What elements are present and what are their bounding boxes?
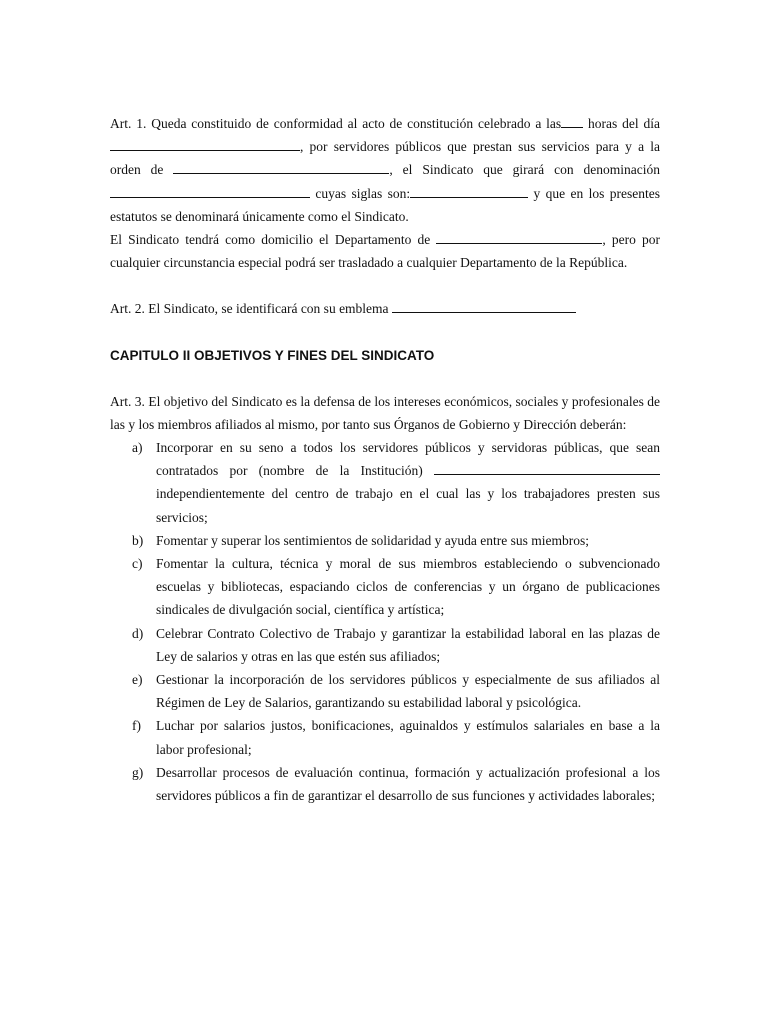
list-item [110, 761, 660, 807]
list-marker: f) [132, 718, 141, 734]
art3-intro: Art. 3. El objetivo del Sindicato es la defensa de los intereses económicos, sociales y profesionales de las y los miembros afiliados al mismo, por tanto sus Órganos de Gobierno y Dirección deberán: [110, 393, 660, 432]
art1-domicile-paragraph [110, 228, 660, 274]
department-blank [436, 229, 602, 244]
list-marker: b) [132, 532, 144, 548]
art1-text-1: Art. 1. Queda constituido de conformidad al acto de constitución celebrado a las [110, 116, 562, 131]
list-marker: e) [132, 672, 143, 688]
acronym-blank [410, 183, 528, 198]
list-marker: g) [132, 764, 144, 780]
art1-text-4: , el Sindicato que girará con denominación [389, 162, 660, 178]
list-marker: c) [132, 556, 143, 572]
chapter-heading: CAPITULO II OBJETIVOS Y FINES DEL SINDICATO [110, 347, 435, 363]
spacer [110, 367, 660, 390]
list-item [110, 622, 660, 668]
employer-blank [173, 159, 389, 174]
spacer [110, 274, 660, 297]
art1-text-3: , por servidores públicos que prestan sus servicios para y a la orden de [110, 139, 660, 178]
domicile-text-1: El Sindicato tendrá como domicilio el Departamento de [110, 232, 437, 248]
art2-text: Art. 2. El Sindicato, se identificará con su emblema [110, 301, 392, 317]
emblem-blank [392, 298, 576, 313]
day-blank [110, 136, 300, 151]
list-item [110, 529, 660, 552]
hour-blank [561, 113, 583, 128]
list-item [110, 668, 660, 714]
institution-blank [434, 460, 660, 475]
art2-paragraph [110, 297, 660, 320]
document-body [110, 112, 660, 807]
list-marker: d) [132, 625, 144, 641]
art1-text-5: cuyas siglas son: [310, 185, 411, 201]
list-item-text: Luchar por salarios justos, bonificaciones, aguinaldos y estímulos salariales en base a la labor profesional; [156, 718, 660, 757]
list-item-text: Gestionar la incorporación de los servidores públicos y especialmente de sus afiliados al Régimen de Ley de Salarios, garantizando su estabilidad laboral y psicológica. [156, 672, 660, 711]
list-item-text: Incorporar en su seno a todos los servidores públicos y servidoras públicas, que sean contratados por (nombre de la Institución) [156, 440, 660, 479]
art1-paragraph [110, 112, 660, 228]
domicile-text-2: , pero por cualquier circunstancia especial podrá ser trasladado a cualquier Departamento de la República. [110, 232, 660, 271]
list-marker: a) [132, 440, 143, 456]
list-item-text: Fomentar la cultura, técnica y moral de sus miembros estableciendo o subvencionado escuelas y bibliotecas, espaciando ciclos de conferencias y un órgano de publicaciones sindicales de divulgación social, científica y artística; [156, 556, 660, 618]
list-item [110, 436, 660, 529]
spacer [110, 321, 660, 344]
list-item [110, 552, 660, 622]
art1-text-6: y que en los presentes estatutos se denominará únicamente como el Sindicato. [110, 185, 661, 224]
list-item-text: Desarrollar procesos de evaluación continua, formación y actualización profesional a los servidores públicos a fin de garantizar el desarrollo de sus funciones y actividades laborales; [156, 764, 660, 804]
list-item [110, 714, 660, 760]
art1-text-2: horas del día [583, 116, 660, 131]
objectives-list [110, 436, 660, 807]
list-item-text: Fomentar y superar los sentimientos de solidaridad y ayuda entre sus miembros; [156, 532, 590, 548]
denomination-blank [110, 183, 310, 198]
list-item-text: independientemente del centro de trabajo en el cual las y los trabajadores presten sus servicios; [156, 486, 660, 525]
list-item-text: Celebrar Contrato Colectivo de Trabajo y garantizar la estabilidad laboral en las plazas de Ley de salarios y otras en las que estén sus afiliados; [156, 625, 660, 664]
